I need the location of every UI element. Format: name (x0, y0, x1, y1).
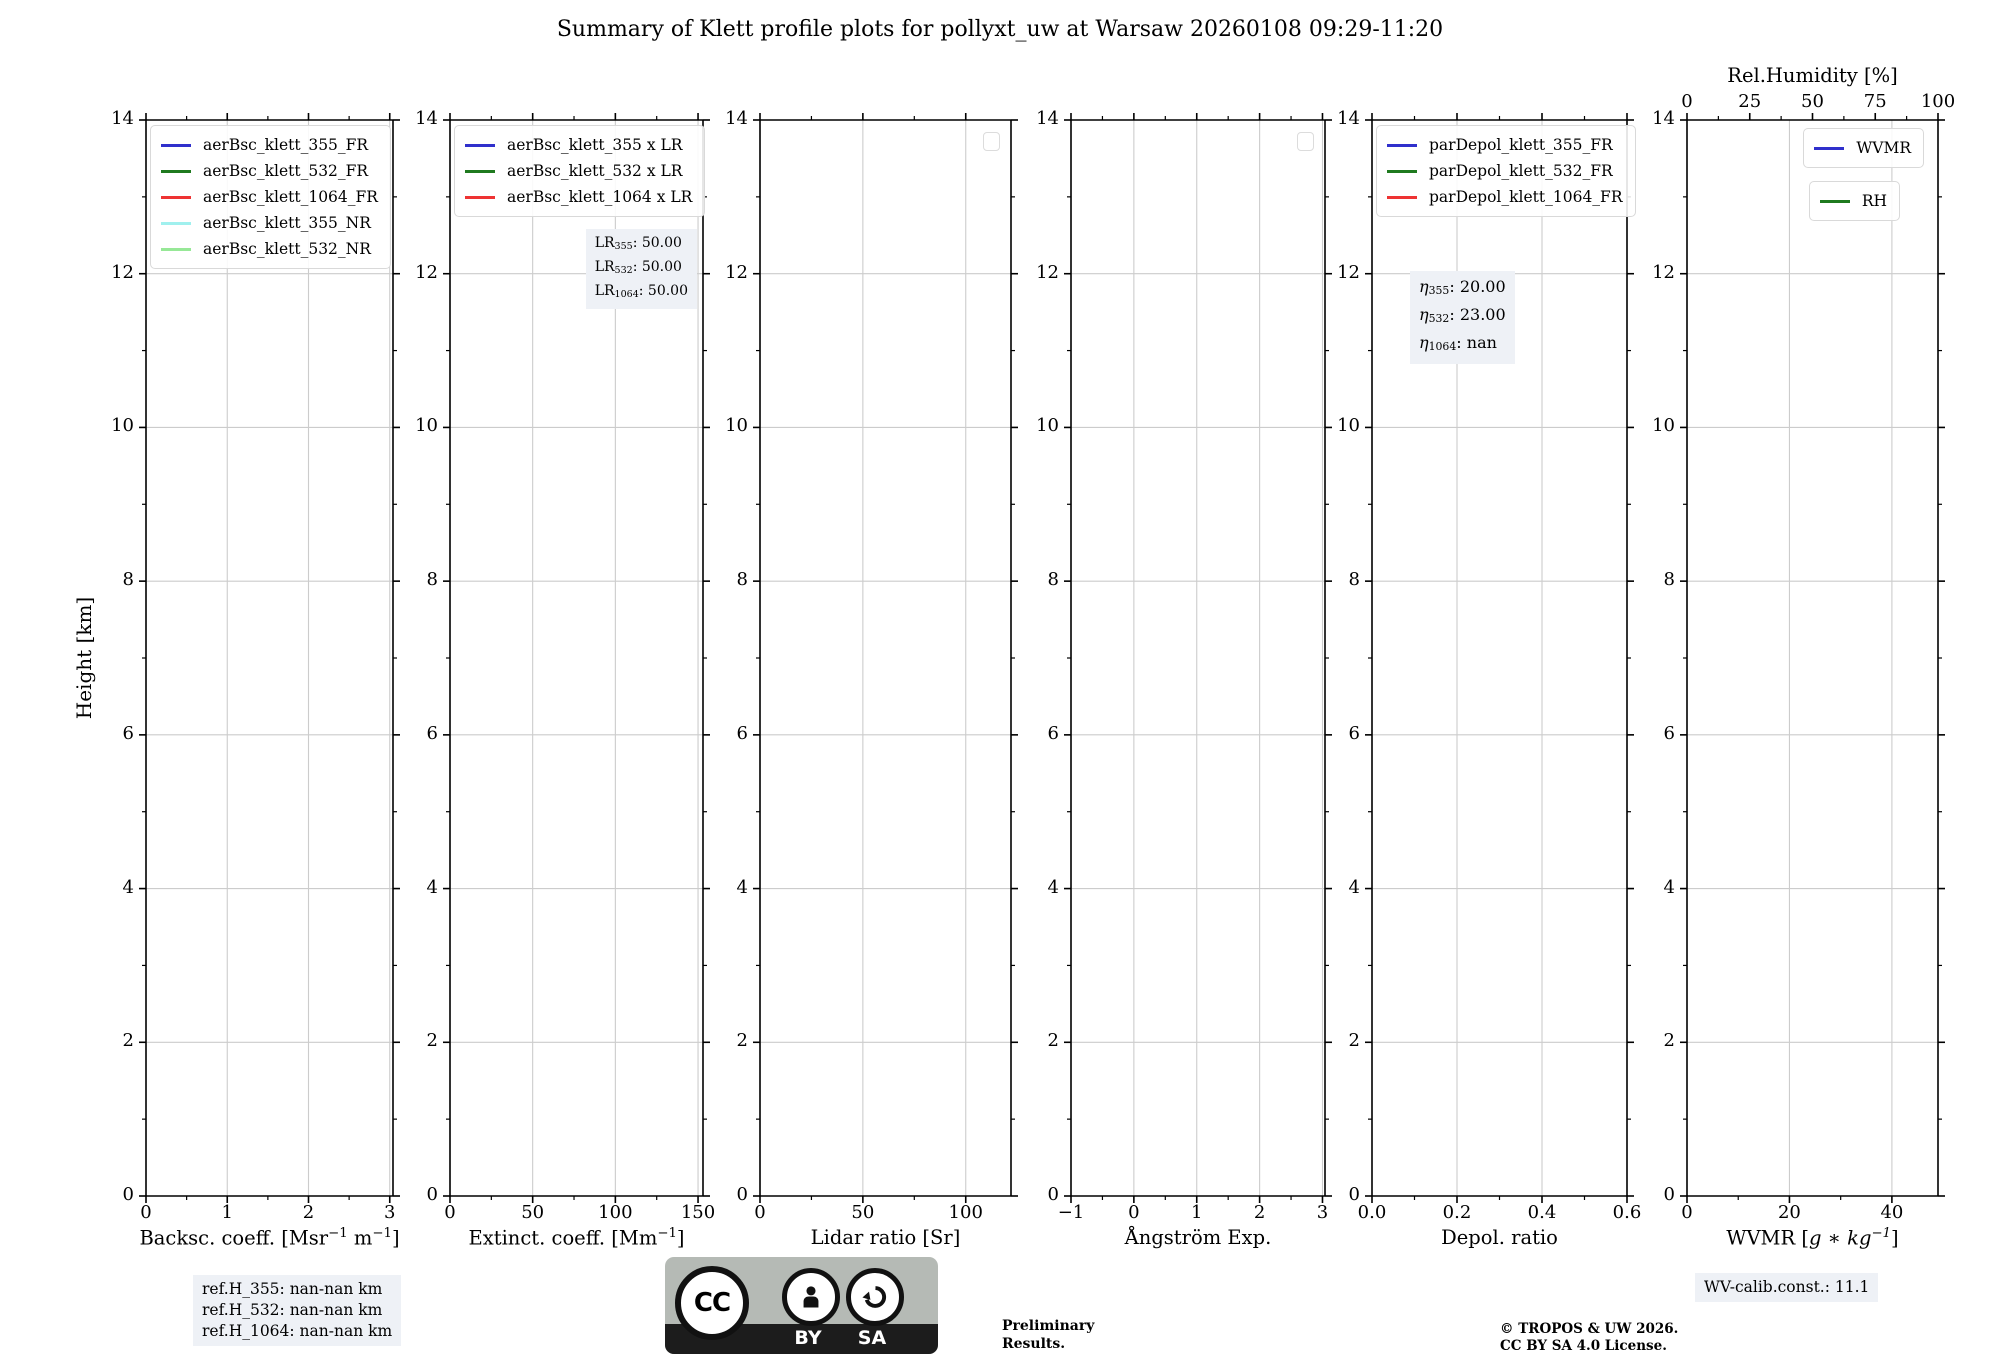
y-tick-label: 14 (1337, 108, 1360, 129)
legend-depol-ratio (1376, 125, 1636, 217)
y-tick-label: 6 (1663, 722, 1675, 744)
preliminary-line-1: Preliminary (1002, 1318, 1095, 1334)
y-tick-label: 2 (1663, 1030, 1675, 1052)
y-tick-label: 12 (1036, 261, 1059, 283)
legend-entry (1387, 132, 1623, 158)
height-axis-label: Height [km] (72, 596, 96, 720)
y-tick-label: 10 (415, 415, 438, 437)
top-axis-tick-label: 25 (1738, 91, 1762, 112)
x-tick-label: 2 (1253, 1202, 1266, 1223)
legend-entry (465, 132, 692, 158)
x-tick-label: 1 (221, 1202, 233, 1223)
person-icon (782, 1268, 840, 1326)
annotation-line: $\eta_{355}$: 20.00 (1419, 277, 1506, 298)
legend-entry-label: aerBsc_klett_355_FR (203, 136, 369, 154)
ref-height-355: ref.H_355: nan-nan km (202, 1280, 383, 1298)
x-tick-label: 0 (444, 1202, 456, 1223)
y-tick-label: 12 (415, 261, 438, 283)
y-tick-label: 4 (1348, 876, 1360, 898)
x-tick-label: 0 (1681, 1202, 1693, 1223)
x-tick-label: 0.2 (1442, 1202, 1472, 1223)
legend-entry-label: aerBsc_klett_532_FR (203, 162, 369, 180)
top-axis-tick-label: 50 (1801, 91, 1824, 112)
legend-entry (1814, 135, 1911, 161)
x-tick-label: 150 (680, 1202, 716, 1223)
preliminary-line-2: Results. (1002, 1335, 1066, 1352)
legend-empty (983, 132, 1000, 151)
wv-calibration-box: WV-calib.const.: 11.1 (1695, 1273, 1878, 1302)
cc-sa-label: SA (857, 1327, 887, 1349)
legend-line-swatch (465, 170, 495, 173)
y-tick-label: 2 (122, 1030, 134, 1052)
legend-line-swatch (465, 196, 495, 199)
y-tick-label: 0 (426, 1184, 438, 1205)
cc-icon-text: CC (693, 1288, 731, 1318)
y-tick-label: 8 (1663, 569, 1675, 591)
x-axis-label-extinction: Extinct. coeff. $[Mm^{-1}]$ (468, 1226, 685, 1250)
copyright-line-2: CC BY SA 4.0 License. (1500, 1338, 1667, 1354)
x-tick-label: 0.6 (1612, 1202, 1642, 1223)
y-tick-label: 14 (111, 108, 134, 129)
top-axis-tick-label: 75 (1863, 91, 1887, 112)
legend-entry-label: aerBsc_klett_532_NR (203, 240, 371, 258)
y-tick-label: 0 (1348, 1184, 1360, 1205)
y-tick-label: 14 (415, 108, 438, 129)
legend-backscatter (150, 125, 391, 269)
y-tick-label: 10 (1652, 415, 1675, 437)
x-tick-label: 40 (1880, 1202, 1904, 1223)
legend-wvmr-1 (1809, 181, 1900, 221)
x-tick-label: 0 (754, 1202, 766, 1223)
legend-line-swatch (1814, 147, 1844, 150)
legend-entry-label: aerBsc_klett_1064_FR (203, 188, 378, 206)
y-tick-label: 2 (1047, 1030, 1059, 1052)
legend-entry (161, 158, 378, 184)
legend-entry (465, 184, 692, 210)
y-tick-label: 2 (426, 1030, 438, 1052)
y-tick-label: 0 (1047, 1184, 1059, 1205)
legend-line-swatch (161, 196, 191, 199)
y-tick-label: 8 (736, 569, 748, 591)
legend-entry-label: aerBsc_klett_1064 x LR (507, 188, 693, 206)
cc-icon (675, 1266, 749, 1340)
annotation-extinction (586, 229, 697, 309)
legend-entry-label: RH (1861, 192, 1887, 210)
y-tick-label: 6 (122, 722, 134, 744)
x-tick-label: 100 (598, 1202, 633, 1223)
x-axis-label-depol-ratio: Depol. ratio (1441, 1226, 1558, 1249)
legend-entry-label: aerBsc_klett_355 x LR (507, 136, 683, 154)
x-axis-label-wvmr: WVMR [g ∗ $kg^{-1}$] (1726, 1226, 1899, 1250)
ref-height-1064: ref.H_1064: nan-nan km (202, 1322, 393, 1340)
x-axis-label-angstroem-exponent: Ångström Exp. (1124, 1226, 1272, 1249)
y-tick-label: 0 (1663, 1184, 1675, 1205)
y-tick-label: 14 (1036, 108, 1059, 129)
x-tick-label: 3 (1316, 1202, 1329, 1223)
annotation-line: $LR_{1064}$: 50.00 (594, 282, 688, 300)
y-tick-label: 4 (426, 876, 438, 898)
y-tick-label: 6 (1348, 722, 1360, 744)
y-tick-label: 10 (1036, 415, 1059, 437)
legend-entry (1387, 158, 1623, 184)
copyright-line-1: © TROPOS & UW 2026. (1500, 1321, 1679, 1337)
legend-line-swatch (161, 248, 191, 251)
legend-line-swatch (1387, 196, 1417, 199)
y-tick-label: 12 (725, 261, 748, 283)
cc-by-label: BY (794, 1327, 822, 1349)
x-tick-label: 20 (1777, 1202, 1801, 1223)
y-tick-label: 6 (736, 722, 748, 744)
legend-entry (161, 210, 378, 236)
legend-entry (161, 184, 378, 210)
legend-entry-label: aerBsc_klett_532 x LR (507, 162, 683, 180)
legend-entry (465, 158, 692, 184)
legend-entry (1820, 188, 1887, 214)
legend-entry-label: aerBsc_klett_355_NR (203, 214, 371, 232)
x-axis-label-backscatter: Backsc. coeff. [Msr$^{-1}$ $m^{-1}$] (139, 1226, 400, 1250)
annotation-line: $LR_{355}$: 50.00 (594, 235, 682, 252)
legend-line-swatch (161, 170, 191, 173)
legend-entry (161, 132, 378, 158)
y-tick-label: 12 (1652, 261, 1675, 283)
top-axis-tick-label: 0 (1681, 91, 1693, 112)
y-tick-label: 14 (1652, 108, 1675, 129)
legend-entry (1387, 184, 1623, 210)
y-tick-label: 8 (122, 569, 134, 591)
x-tick-label: 100 (948, 1202, 983, 1223)
y-tick-label: 6 (426, 722, 438, 744)
annotation-depol-ratio (1410, 271, 1515, 364)
x-tick-label: 0 (1128, 1202, 1140, 1223)
legend-line-swatch (1387, 144, 1417, 147)
annotation-line: $\eta_{1064}$: nan (1419, 333, 1497, 354)
y-tick-label: 8 (426, 569, 438, 591)
y-tick-label: 2 (1348, 1030, 1360, 1052)
x-tick-label: −1 (1057, 1202, 1085, 1223)
figure-title: Summary of Klett profile plots for pollyxt_uw at Warsaw 20260108 09:29-11:20 (556, 17, 1444, 42)
annotation-line: $LR_{532}$: 50.00 (594, 258, 682, 276)
y-tick-label: 12 (1337, 261, 1360, 283)
y-tick-label: 10 (111, 415, 134, 437)
legend-wvmr-0 (1803, 128, 1924, 168)
legend-line-swatch (465, 144, 495, 147)
legend-entry-label: parDepol_klett_532_FR (1429, 162, 1613, 180)
legend-line-swatch (1387, 170, 1417, 173)
y-tick-label: 4 (736, 876, 748, 898)
y-tick-label: 10 (725, 415, 748, 437)
x-tick-label: 50 (851, 1202, 875, 1223)
top-axis-label: Rel.Humidity [%] (1727, 64, 1898, 87)
y-tick-label: 4 (1047, 876, 1059, 898)
y-tick-label: 14 (725, 108, 748, 129)
x-tick-label: 2 (302, 1202, 315, 1223)
ref-height-532: ref.H_532: nan-nan km (202, 1301, 383, 1319)
y-tick-label: 2 (736, 1030, 748, 1052)
y-tick-label: 0 (122, 1184, 134, 1205)
legend-line-swatch (161, 144, 191, 147)
legend-entry-label: WVMR (1856, 139, 1911, 157)
legend-line-swatch (1820, 200, 1850, 203)
x-tick-label: 0.4 (1527, 1202, 1557, 1223)
x-tick-label: 0 (140, 1202, 152, 1223)
annotation-line: $\eta_{532}$: 23.00 (1419, 305, 1506, 326)
x-tick-label: 1 (1191, 1202, 1203, 1223)
y-tick-label: 4 (122, 876, 134, 898)
legend-entry (161, 236, 378, 262)
x-tick-label: 0.0 (1357, 1202, 1387, 1223)
x-axis-label-lidar-ratio: Lidar ratio [Sr] (810, 1226, 961, 1249)
legend-extinction (454, 125, 705, 217)
y-tick-label: 8 (1047, 569, 1059, 591)
x-tick-label: 3 (384, 1202, 396, 1223)
legend-entry-label: parDepol_klett_1064_FR (1429, 188, 1623, 206)
legend-line-swatch (161, 222, 191, 225)
legend-empty (1297, 132, 1314, 151)
x-tick-label: 50 (521, 1202, 545, 1223)
y-tick-label: 12 (111, 261, 134, 283)
top-axis-tick-label: 100 (1920, 91, 1956, 112)
y-tick-label: 0 (736, 1184, 748, 1205)
share-alike-icon (846, 1268, 904, 1326)
y-tick-label: 4 (1663, 876, 1675, 898)
legend-entry-label: parDepol_klett_355_FR (1429, 136, 1613, 154)
y-tick-label: 6 (1047, 722, 1059, 744)
y-tick-label: 10 (1337, 415, 1360, 437)
y-tick-label: 8 (1348, 569, 1360, 591)
